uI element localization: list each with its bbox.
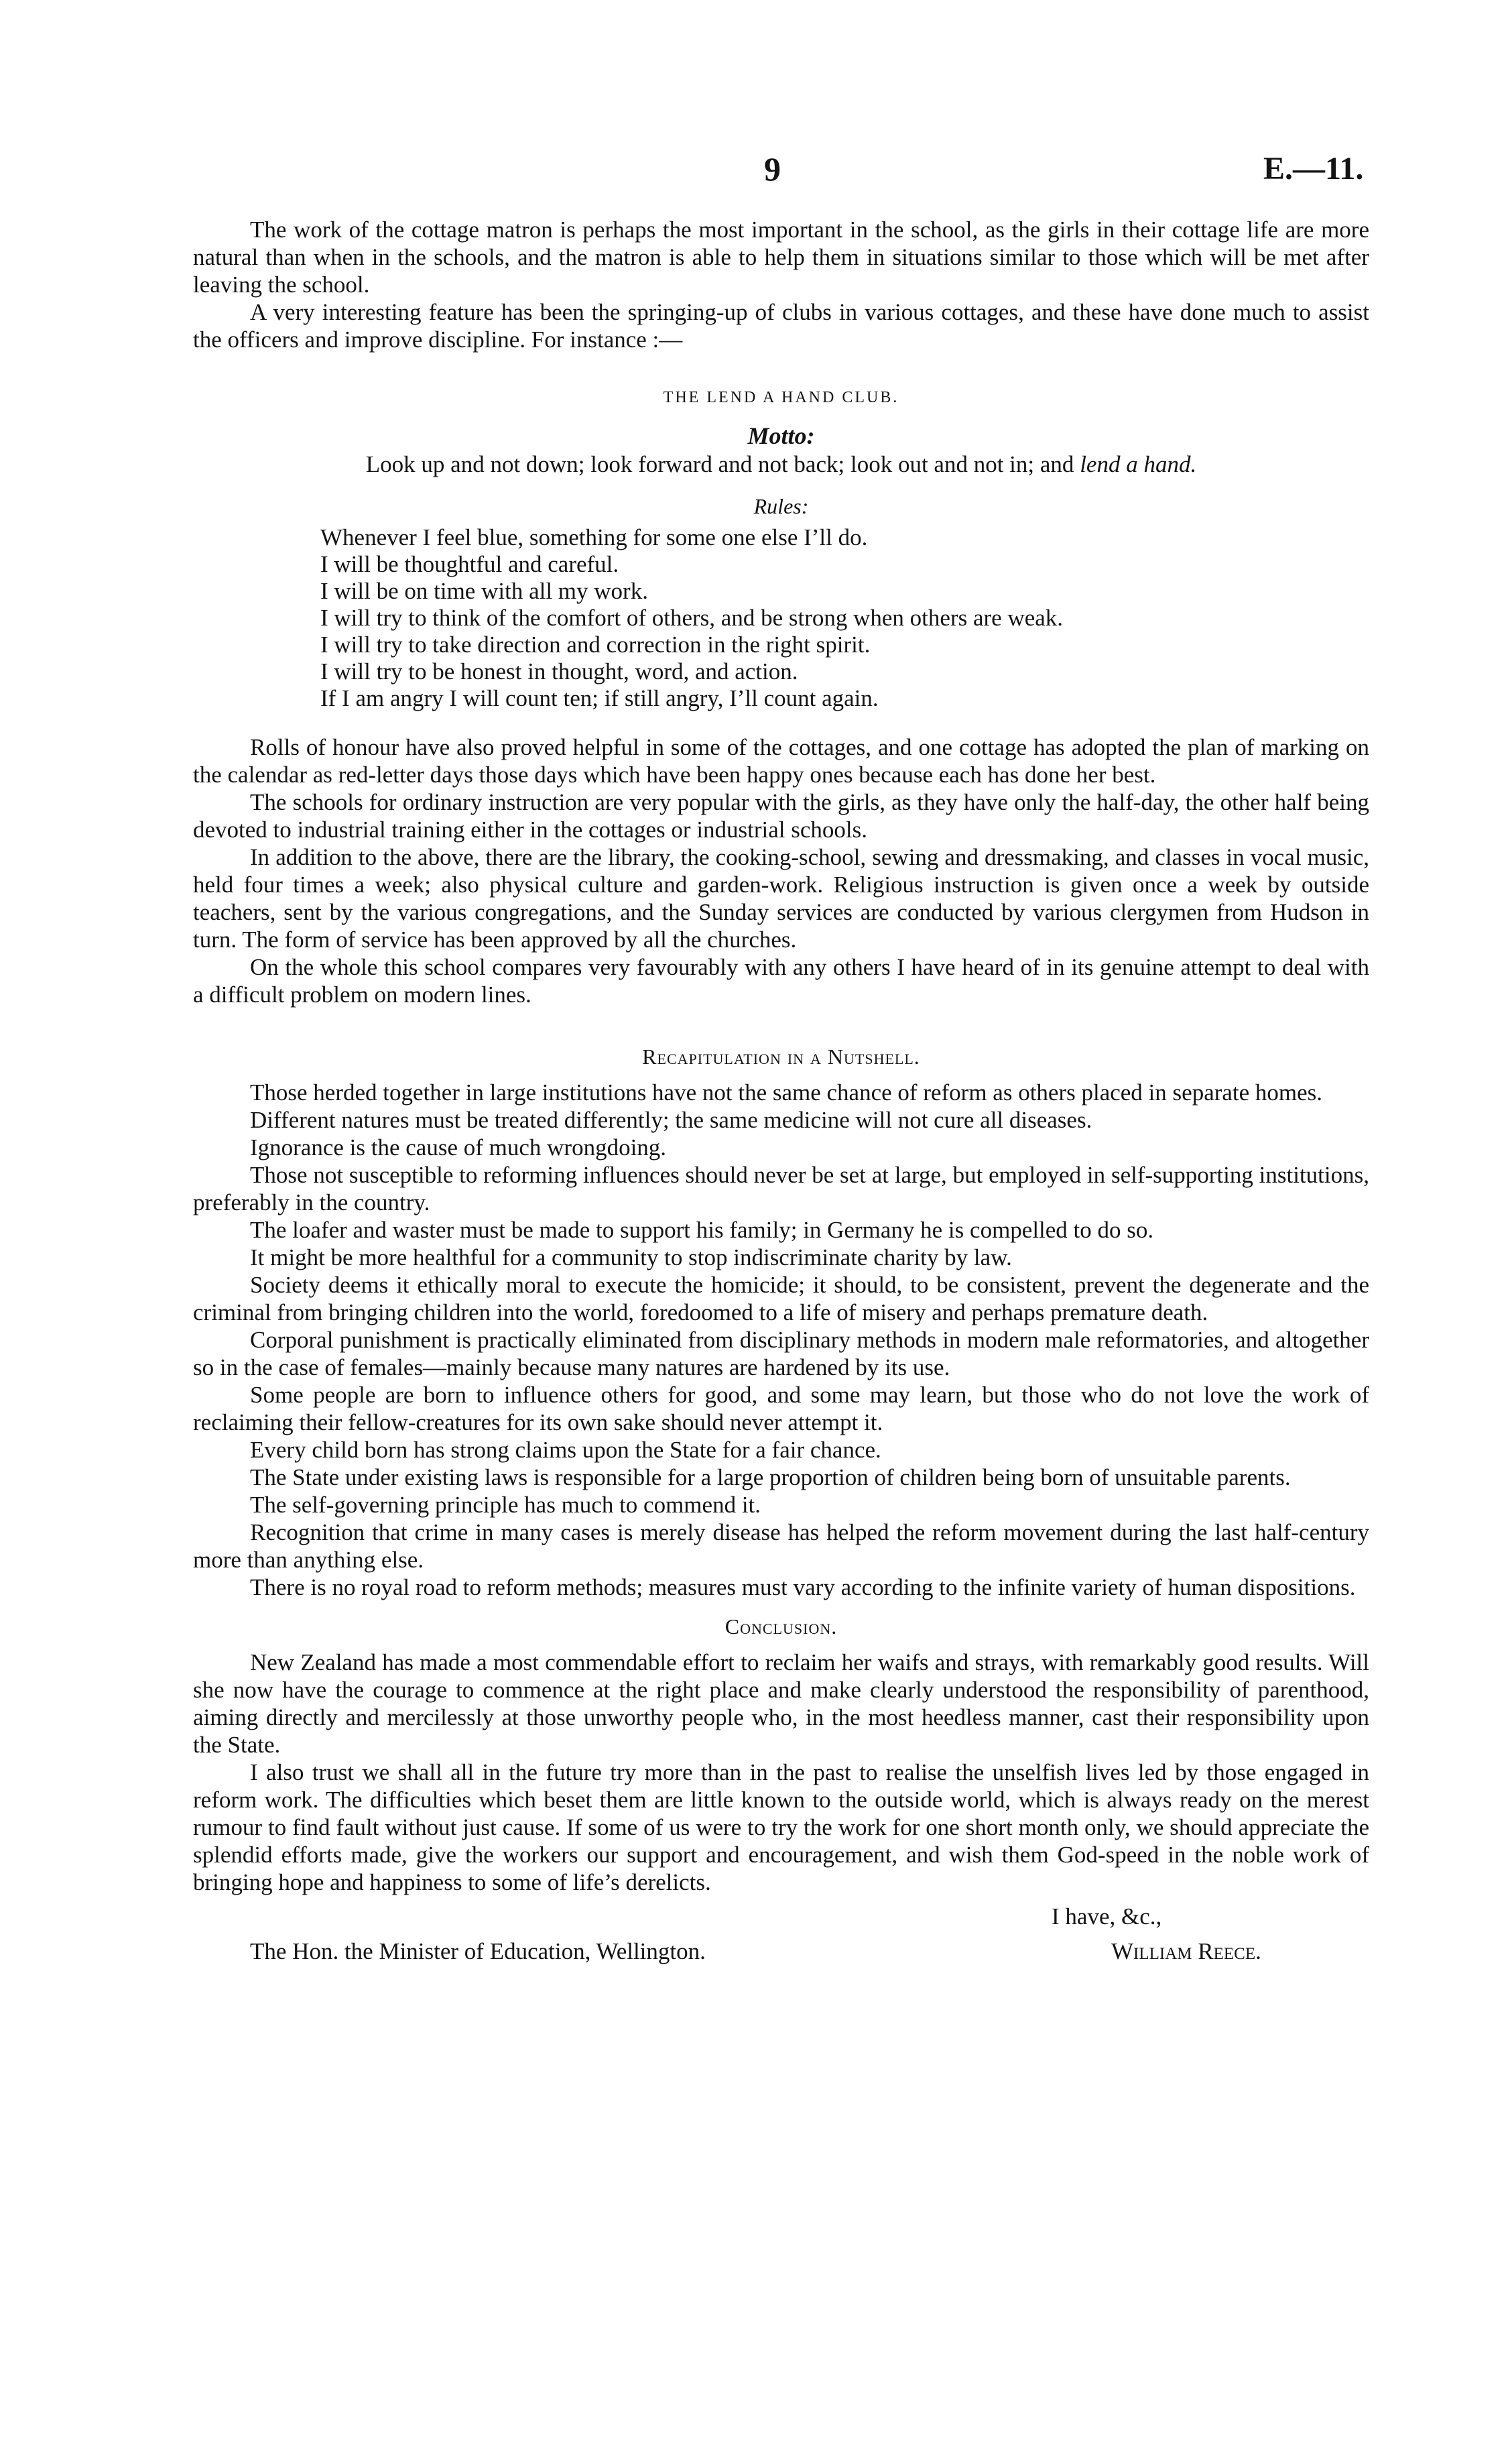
rule-item: I will try to think of the comfort of others, and be strong when others are weak. bbox=[320, 605, 1064, 631]
paragraph: On the whole this school compares very favourably with any others I have heard of in its genuine attempt to deal with a difficult problem on modern lines. bbox=[193, 954, 1369, 1008]
rules-list bbox=[193, 524, 1369, 712]
document-reference: E.—11. bbox=[1263, 151, 1364, 186]
recap-item: It might be more healthful for a community to stop indiscriminate charity by law. bbox=[250, 1244, 1012, 1270]
motto-and: and bbox=[1040, 451, 1074, 477]
conclusion-heading: Conclusion. bbox=[724, 1614, 838, 1639]
rule-item: I will try to take direction and correction in the right spirit. bbox=[320, 632, 871, 658]
recap-item: Those herded together in large institutions have not the same chance of reform as others placed in separate homes. bbox=[250, 1079, 1323, 1106]
recap-item: The State under existing laws is responsible for a large proportion of children being born of unsuitable parents. bbox=[250, 1464, 1291, 1490]
recap-item: Recognition that crime in many cases is merely disease has helped the reform movement during the last half-century more than anything else. bbox=[193, 1519, 1369, 1573]
recap-item: Some people are born to influence others for good, and some may learn, but those who do not love the work of reclaiming their fellow-creatures for its own sake should never attempt it. bbox=[193, 1382, 1369, 1435]
paragraph: Rolls of honour have also proved helpful in some of the cottages, and one cottage has adopted the plan of marking on the calendar as red-letter days those days which have been happy ones because each has done her best. bbox=[193, 734, 1369, 788]
recap-item: Society deems it ethically moral to execute the homicide; it should, to be consistent, prevent the degenerate and the criminal from bringing children into the world, foredoomed to a life of misery and perhaps premature death. bbox=[193, 1272, 1369, 1325]
recap-item: The self-governing principle has much to commend it. bbox=[250, 1492, 761, 1518]
recap-item: Every child born has strong claims upon the State for a fair chance. bbox=[250, 1437, 881, 1463]
motto-emphasis: lend a hand. bbox=[1080, 451, 1197, 477]
motto-main: Look up and not down; look forward and not back; look out and not in; bbox=[365, 451, 1035, 477]
rule-item: I will be thoughtful and careful. bbox=[320, 551, 619, 577]
recap-item: There is no royal road to reform methods; measures must vary according to the infinite variety of human dispositions. bbox=[250, 1574, 1356, 1600]
club-title: THE LEND A HAND CLUB. bbox=[663, 389, 899, 406]
motto-label: Motto: bbox=[747, 422, 815, 449]
page-number: 9 bbox=[764, 150, 781, 188]
addressee: The Hon. the Minister of Education, Wellington. bbox=[250, 1938, 706, 1964]
recap-item: Corporal punishment is practically eliminated from disciplinary methods in modern male reformatories, and altogether so in the case of females—mainly because many natures are hardened by its use. bbox=[193, 1327, 1369, 1380]
paragraph: The schools for ordinary instruction are very popular with the girls, as they have only the half-day, the other half being devoted to industrial training either in the cottages or industrial schools. bbox=[193, 789, 1369, 843]
closing-block bbox=[193, 1903, 1369, 1976]
document-body bbox=[193, 216, 1369, 1976]
rules-label: Rules: bbox=[753, 494, 809, 518]
conclusion-paragraph: New Zealand has made a most commendable effort to reclaim her waifs and strays, with remarkably good results. Will she now have the courage to commence at the right place and make clearly understood the responsibility of parenthood, aiming directly and mercilessly at those unworthy people who, in the most heedless manner, cast their responsibility upon the State. bbox=[193, 1649, 1369, 1758]
rule-item: If I am angry I will count ten; if still angry, I’ll count again. bbox=[320, 685, 879, 711]
signatory: William Reece. bbox=[1111, 1938, 1261, 1964]
rule-item: I will try to be honest in thought, word, and action. bbox=[320, 658, 798, 685]
paragraph: In addition to the above, there are the library, the cooking-school, sewing and dressmaking, and classes in vocal music, held four times a week; also physical culture and garden-work. Religious instruction is given once a week by outside teachers, sent by the various congregations, and the Sunday services are conducted by various clergymen from Hudson in turn. The form of service has been approved by all the churches. bbox=[193, 844, 1369, 953]
recap-item: The loafer and waster must be made to support his family; in Germany he is compelled to do so. bbox=[250, 1217, 1154, 1243]
recap-item: Those not susceptible to reforming influences should never be set at large, but employed in self-supporting institutions, preferably in the country. bbox=[193, 1162, 1369, 1215]
recap-heading: Recapitulation in a Nutshell. bbox=[642, 1045, 920, 1069]
rule-item: Whenever I feel blue, something for some one else I’ll do. bbox=[320, 524, 868, 550]
paragraph: The work of the cottage matron is perhaps the most important in the school, as the girls in their cottage life are more natural than when in the schools, and the matron is able to help them in situations similar to those which will be met after leaving the school. bbox=[193, 217, 1369, 298]
closing-salutation: I have, &c., bbox=[1052, 1903, 1162, 1929]
page-header bbox=[0, 149, 1512, 189]
rule-item: I will be on time with all my work. bbox=[320, 578, 648, 604]
motto-text bbox=[193, 451, 1369, 478]
conclusion-paragraph: I also trust we shall all in the future try more than in the past to realise the unselfish lives led by those engaged in reform work. The difficulties which beset them are little known to the outside world, which is always ready on the merest rumour to find fault without just cause. If some of us were to try the work for one short month only, we should appreciate the splendid efforts made, give the workers our support and encouragement, and wish them God-speed in the noble work of bringing hope and happiness to some of life’s derelicts. bbox=[193, 1759, 1369, 1895]
recap-item: Ignorance is the cause of much wrongdoing. bbox=[250, 1134, 667, 1161]
recap-item: Different natures must be treated differently; the same medicine will not cure all diseases. bbox=[250, 1107, 1092, 1133]
paragraph: A very interesting feature has been the springing-up of clubs in various cottages, and these have done much to assist the officers and improve discipline. For instance :— bbox=[193, 299, 1369, 353]
